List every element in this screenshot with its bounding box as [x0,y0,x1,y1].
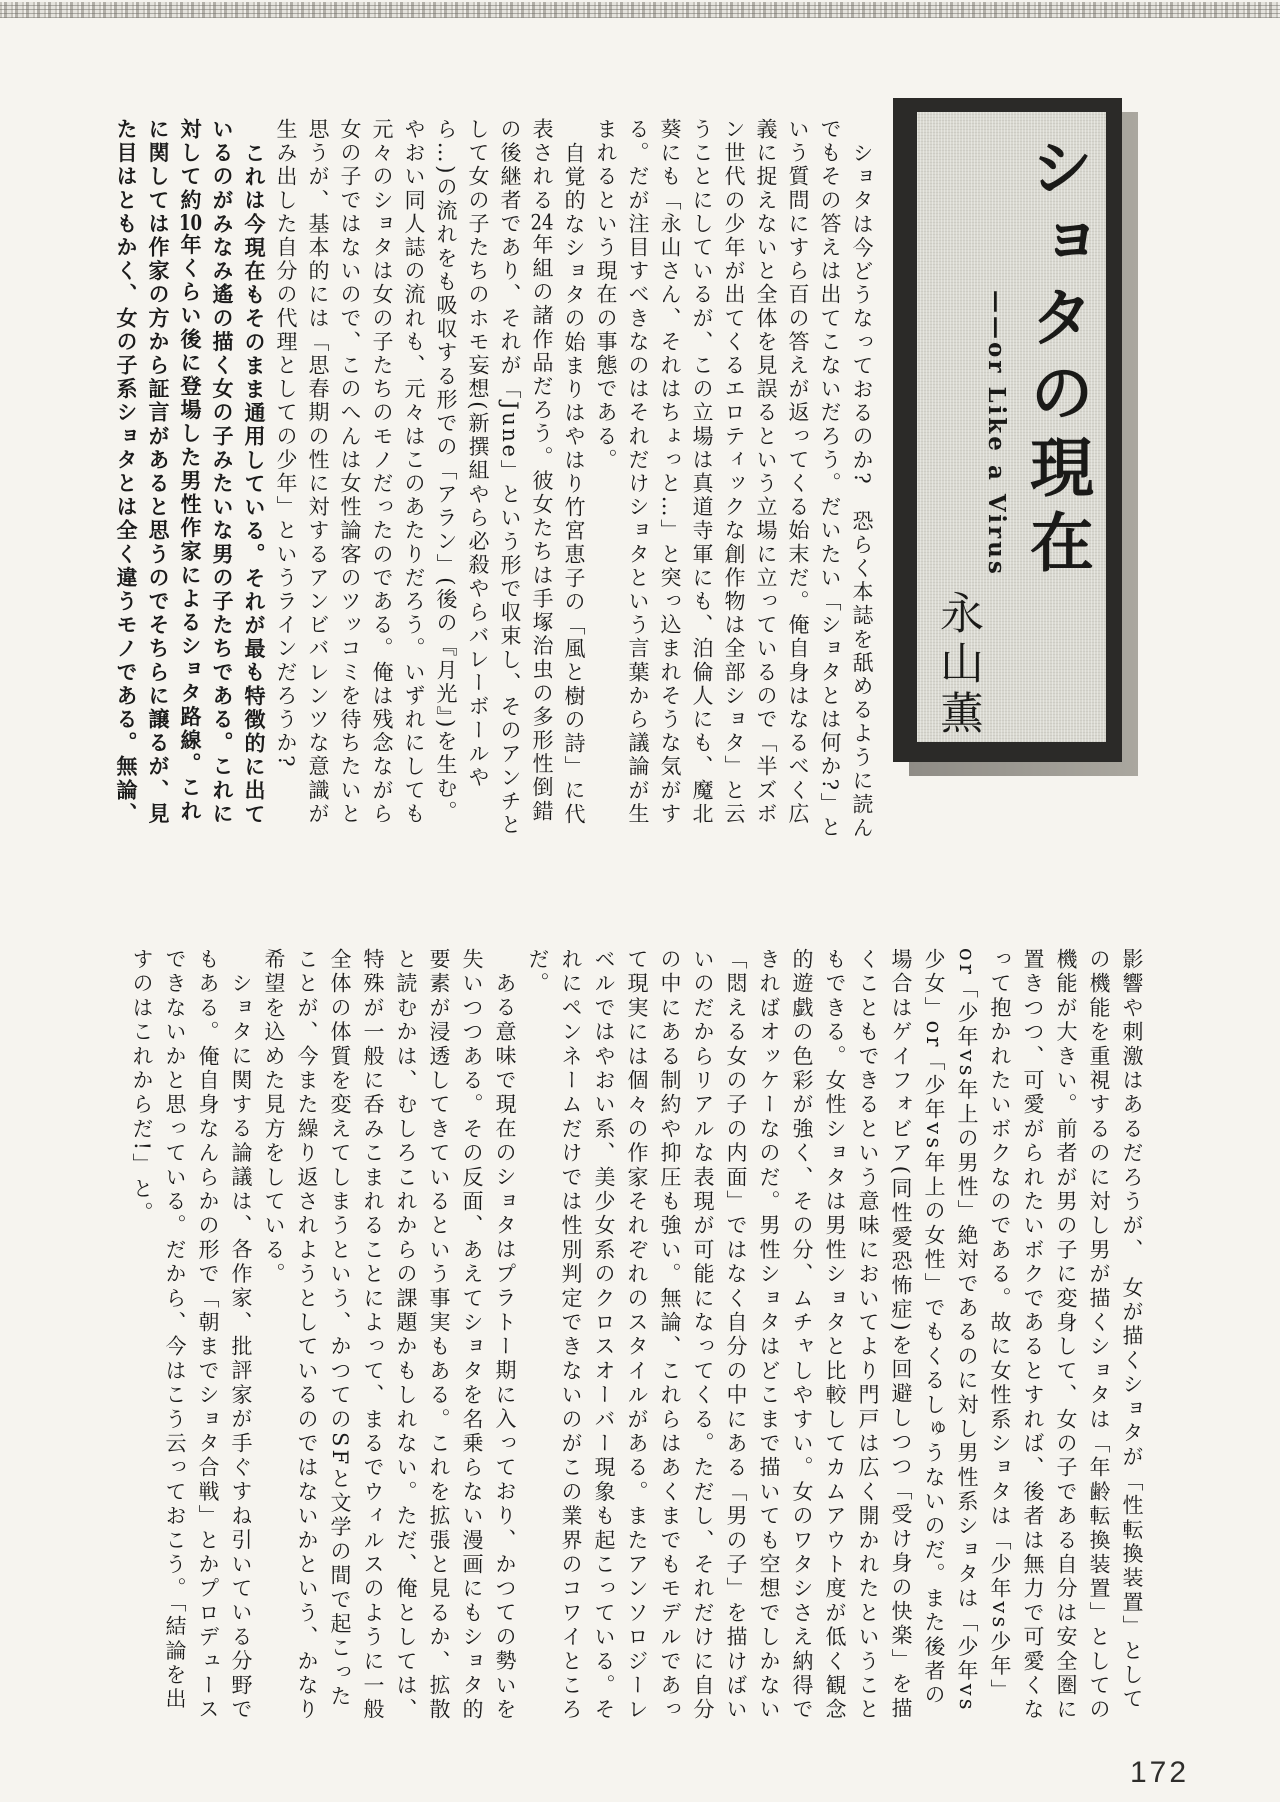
tatechuyoko-number: 24 [530,212,554,234]
top-text-block [78,118,878,846]
article-author: 永山薫 [932,590,983,740]
article-title-block [893,98,1122,762]
article-title: ショタの現在 [1019,134,1094,584]
paragraph: 影響や刺激はあるだろうが、 女が描くショタが「性転換装置」としての機能を重視するのに対し男が描くショタは「年齢転換装置」としての機能が大きい。前者が男の子に変身して、女の子である自分は安全圏に置きつつ、可愛がられたいボクであるとすれば、後者は無力で可愛くなって抱かれたいボクなのである。故に女性系ショタは「少年vs少年」or「少年vs年上の男性」絶対であるのに対し男性系ショタは「少年vs少女」or「少年vs年上の女性」でもくるしゅうないのだ。また後者の場合はゲイフォビア(同性愛恐怖症)を回避しつつ「受け身の快楽」を描くこともできるという意味においてより門戸は広く開かれたということもできる。女性ショタは男性ショタと比較してカムアウト度が低く観念的遊戯の色彩が強く、その分、ムチャしやすい。女のワタシさえ納得できればオッケーなのだ。男性ショタはどこまで描いても空想でしかない「悶える女の子の内面」ではなく自分の中にある「男の子」を描けばいいのだからリアルな表現が可能になってくる。ただし、それだけに自分の中にある制約や抑圧も強い。無論、これらはあくまでもモデルであって現実には個々の作家それぞれのスタイルがある。またアンソロジーレベルではやおい系、美少女系のクロスオーバー現象も起こっている。それにペンネームだけでは性別判定できないのがこの業界のコワイところだ。 [526,948,1144,1723]
page-top-decorative-border [0,2,1280,18]
title-block-frame [893,98,1122,762]
tatechuyoko-number: 10 [178,212,203,234]
bottom-text-block [90,948,1148,1723]
paragraph: これは今現在もそのまま通用している。それが最も特徴的に出ているのがみなみ遙の描く女の子みたいな男の子たちである。これに対して約10年くらい後に登場した男性作家によるショタ路線。これに関しては作家の方から証言があると思うのでそちらに譲るが、見た目はともかく、女の子系ショタとは全く違うモノである。無論、 [114,118,267,827]
paragraph: ある意味で現在のショタはプラトー期に入っており、かつての勢いを失いつつある。その反面、あえてショタを名乗らない漫画にもショタ的要素が浸透してきているという事実もある。これを拡張と見るか、拡散と読むかは、むしろこれからの課題かもしれない。ただ、俺としては、特殊が一般に呑みこまれることによって、まるでウィルスのように一般全体の体質を変えてしまうという、かつてのSFと文学の間で起こったことが、今また繰り返されようとしているのではないかという、かなり希望を込めた見方をしている。 [262,948,517,1723]
paragraph: ショタは今どうなっておるのか? 恐らく本誌を舐めるように読んでもその答えは出てこないだろう。だいたい「ショタとは何か?」という質問にすら百の答えが返ってくる始末だ。俺自身はなるべく広義に捉えないと全体を見誤るという立場に立っているので「半ズボン世代の少年が出てくるエロティックな創作物は全部ショタ」と云うことにしているが、この立場は真道寺軍にも、泊倫人にも、魔北葵にも「永山さん、それはちょっと…」と突っ込まれそうな気がする。だが注目すべきなのはそれだけショタという言葉から議論が生まれるという現在の事態である。 [594,118,874,841]
page-number: 172 [1130,1756,1190,1789]
title-panel [917,112,1106,742]
paragraph: ショタに関する論議は、各作家、批評家が手ぐすね引いている分野でもある。俺自身なんらかの形で「朝までショタ合戦」とかプロデュースできないかと思っている。だから、今はこう云っておこう。「結論を出すのはこれからだ!」と。 [130,948,253,1723]
article-subtitle: ——or Like a Virus [983,290,1010,577]
paragraph: 自覚的なショタの始まりはやはり竹宮恵子の「風と樹の詩」に代表される24年組の諸作品だろう。彼女たちは手塚治虫の多形性倒錯の後継者であり、それが「June」という形で収束し、そのアンチとして女の子たちのホモ妄想(新撰組やら必殺やらバレーボールやら…)の流れをも吸収する形での「アラン」(後の『月光』)を生む。やおい同人誌の流れも、元々はこのあたりだろう。いずれにしても元々のショタは女の子たちのモノだったのである。俺は残念ながら女の子ではないので、このへんは女性論客のツッコミを待ちたいと思うが、基本的には「思春期の性に対するアンビバレンツな意識が生み出した自分の代理としての少年」というラインだろうか? [274,118,586,838]
